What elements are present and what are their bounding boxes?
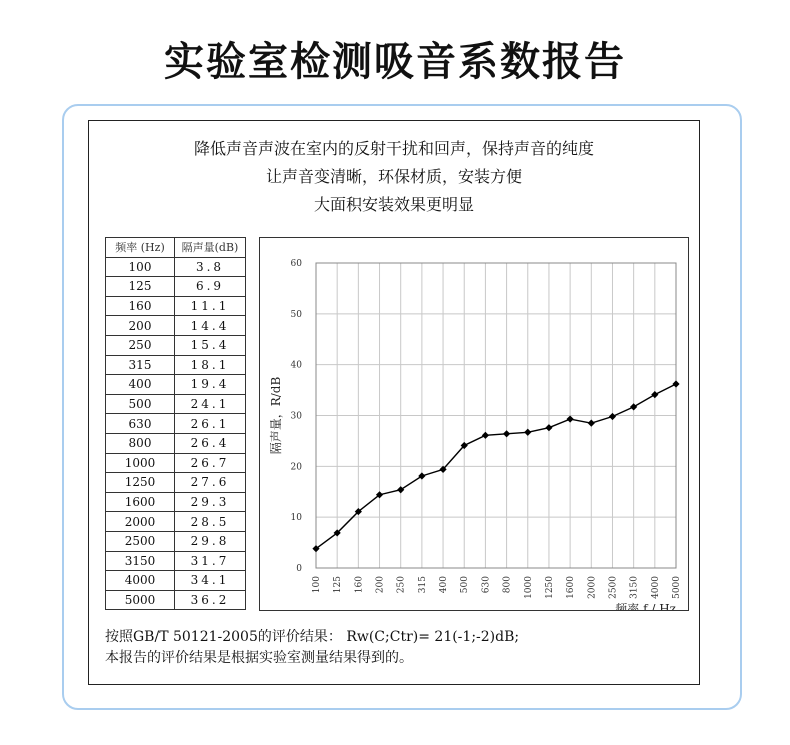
x-tick-label: 400 <box>439 576 450 594</box>
x-tick-label: 2500 <box>608 576 619 599</box>
table-row <box>106 492 246 512</box>
insulation-cell: 34.1 <box>175 571 246 591</box>
insulation-cell: 6.9 <box>175 277 246 297</box>
frequency-cell: 5000 <box>106 590 175 610</box>
table-row <box>106 414 246 434</box>
x-tick-label: 1250 <box>544 576 555 599</box>
table-row <box>106 590 246 610</box>
data-point <box>482 432 489 439</box>
x-axis-label: 频率 f / Hz <box>615 602 676 610</box>
data-point <box>630 403 637 410</box>
x-tick-label: 4000 <box>650 576 661 599</box>
x-tick-label: 5000 <box>672 576 682 599</box>
insulation-cell: 3.8 <box>175 257 246 277</box>
frequency-cell: 4000 <box>106 571 175 591</box>
frequency-cell: 200 <box>106 316 175 336</box>
insulation-cell: 31.7 <box>175 551 246 571</box>
y-tick-label: 40 <box>290 360 302 371</box>
conclusion-line: 按照GB/T 50121-2005的评价结果： Rw(C;Ctr)= 21(-1;-2)dB; <box>105 629 520 645</box>
x-tick-label: 3150 <box>629 576 640 599</box>
y-tick-label: 10 <box>290 513 302 524</box>
x-tick-label: 315 <box>417 576 428 594</box>
x-tick-label: 250 <box>396 576 407 594</box>
x-tick-label: 200 <box>375 576 386 594</box>
table-header-insulation: 隔声量(dB) <box>175 238 246 258</box>
table-row <box>106 335 246 355</box>
insulation-cell: 26.1 <box>175 414 246 434</box>
data-point <box>397 486 404 493</box>
x-tick-label: 500 <box>460 576 471 594</box>
y-tick-label: 0 <box>296 564 302 574</box>
data-point <box>503 430 510 437</box>
frequency-cell: 2000 <box>106 512 175 532</box>
frequency-cell: 800 <box>106 433 175 453</box>
table-row <box>106 375 246 395</box>
insulation-cell: 26.7 <box>175 453 246 473</box>
insulation-cell: 19.4 <box>175 375 246 395</box>
frequency-cell: 100 <box>106 257 175 277</box>
insulation-cell: 27.6 <box>175 473 246 493</box>
frequency-cell: 400 <box>106 375 175 395</box>
insulation-cell: 24.1 <box>175 394 246 414</box>
data-point <box>588 420 595 427</box>
insulation-cell: 29.3 <box>175 492 246 512</box>
data-point <box>567 415 574 422</box>
frequency-cell: 1000 <box>106 453 175 473</box>
frequency-cell: 1250 <box>106 473 175 493</box>
insulation-cell: 26.4 <box>175 433 246 453</box>
x-tick-label: 2000 <box>587 576 598 599</box>
table-row <box>106 531 246 551</box>
frequency-cell: 250 <box>106 335 175 355</box>
x-tick-label: 1600 <box>566 576 577 599</box>
table-row <box>106 453 246 473</box>
table-row <box>106 394 246 414</box>
y-tick-label: 30 <box>290 411 302 422</box>
table-header-frequency: 频率 (Hz) <box>106 238 175 258</box>
conclusion <box>105 627 519 669</box>
table-row <box>106 473 246 493</box>
measurement-table <box>105 237 246 610</box>
insulation-cell: 11.1 <box>175 296 246 316</box>
y-tick-label: 60 <box>290 259 302 269</box>
data-point <box>609 413 616 420</box>
table-row <box>106 355 246 375</box>
frequency-cell: 500 <box>106 394 175 414</box>
x-tick-label: 800 <box>502 576 513 594</box>
data-point <box>524 429 531 436</box>
table-row <box>106 571 246 591</box>
table-row <box>106 296 246 316</box>
y-axis-label: 隔声量，R/dB <box>269 376 283 455</box>
insulation-cell: 29.8 <box>175 531 246 551</box>
frequency-cell: 2500 <box>106 531 175 551</box>
frequency-cell: 1600 <box>106 492 175 512</box>
insulation-cell: 18.1 <box>175 355 246 375</box>
x-tick-label: 630 <box>481 576 492 594</box>
intro-line: 让声音变清晰，环保材质，安装方便 <box>265 167 522 186</box>
x-tick-label: 125 <box>333 576 344 594</box>
insulation-cell: 36.2 <box>175 590 246 610</box>
table-row <box>106 512 246 532</box>
table-row <box>106 433 246 453</box>
y-tick-label: 20 <box>290 462 302 473</box>
frequency-cell: 125 <box>106 277 175 297</box>
intro-line: 降低声音声波在室内的反射干扰和回声，保持声音的纯度 <box>193 139 594 158</box>
x-tick-label: 160 <box>354 576 365 594</box>
conclusion-line: 本报告的评价结果是根据实验室测量结果得到的。 <box>105 650 413 666</box>
data-point <box>545 424 552 431</box>
test-report <box>88 120 700 685</box>
data-point <box>418 472 425 479</box>
frequency-cell: 3150 <box>106 551 175 571</box>
insulation-cell: 14.4 <box>175 316 246 336</box>
insulation-cell: 28.5 <box>175 512 246 532</box>
frequency-cell: 160 <box>106 296 175 316</box>
page-title: 实验室检测吸音系数报告 <box>164 39 626 85</box>
data-point <box>651 391 658 398</box>
y-tick-label: 50 <box>290 309 302 320</box>
intro-line: 大面积安装效果更明显 <box>313 195 474 214</box>
intro-text <box>89 135 699 219</box>
insulation-chart <box>260 238 688 610</box>
table-row <box>106 316 246 336</box>
x-tick-label: 100 <box>312 576 322 594</box>
frequency-cell: 315 <box>106 355 175 375</box>
chart-panel <box>259 237 689 611</box>
frequency-cell: 630 <box>106 414 175 434</box>
table-row <box>106 277 246 297</box>
insulation-cell: 15.4 <box>175 335 246 355</box>
table-row <box>106 551 246 571</box>
x-tick-label: 1000 <box>523 576 534 599</box>
table-row <box>106 257 246 277</box>
data-point <box>672 380 679 387</box>
